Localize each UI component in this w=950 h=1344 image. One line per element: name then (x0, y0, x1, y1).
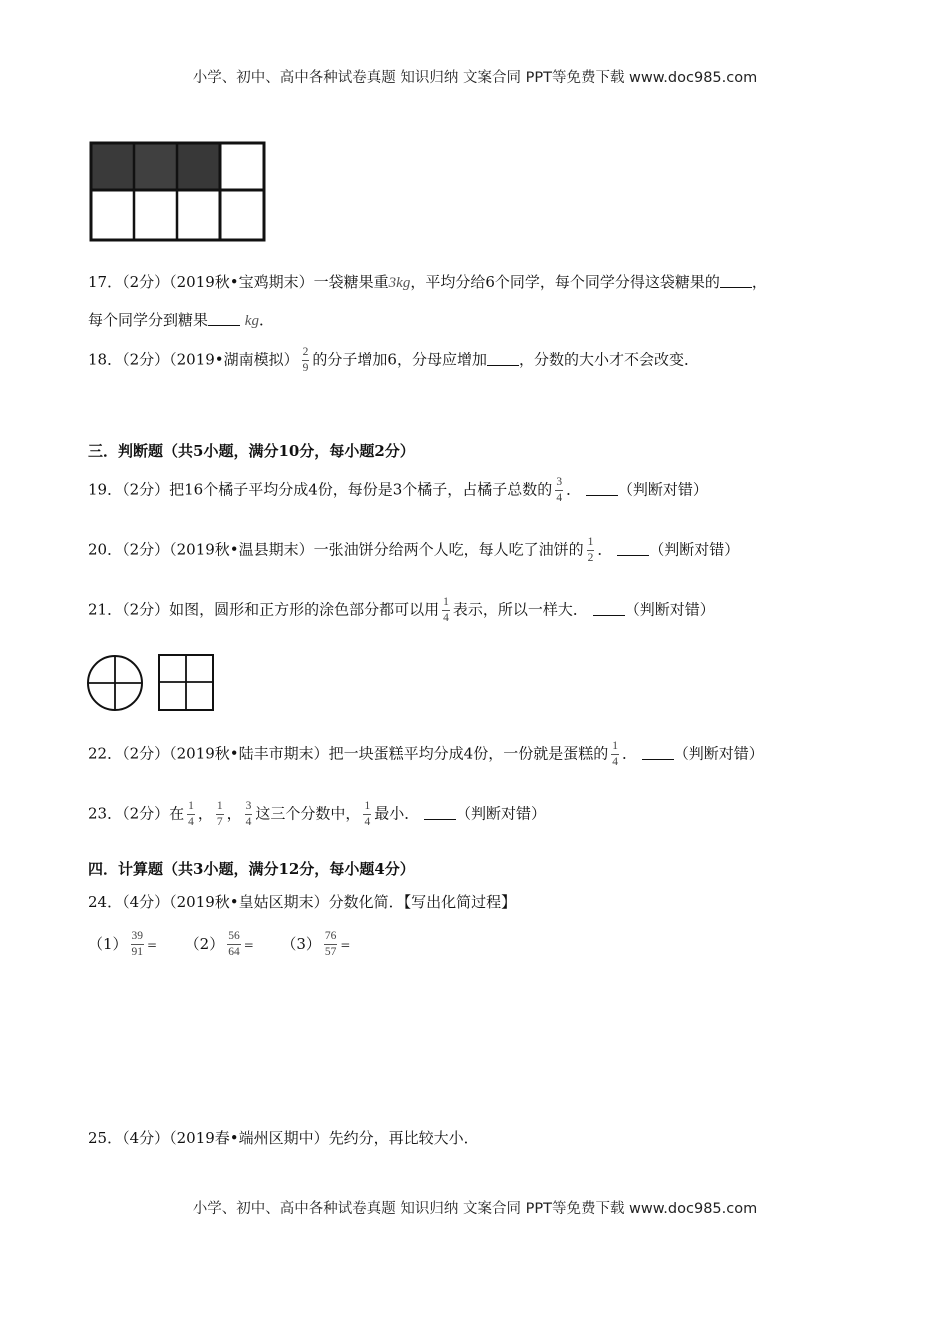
grid-cell-shaded-1 (91, 143, 134, 190)
fraction: $\frac{2}{9}$ (302, 346, 309, 374)
section-3-heading: 三．判断题（共5小题，满分10分，每小题2分） (88, 442, 415, 460)
question-24: 24．（4分）（2019秋•皇姑区期末）分数化简．【写出化简过程】 (88, 893, 517, 911)
page-footer: 小学、初中、高中各种试卷真题 知识归纳 文案合同 PPT等免费下载 www.doc985.com (192, 1201, 758, 1217)
answer-blank[interactable] (617, 541, 649, 556)
square-quartered (159, 655, 213, 710)
question-21: 21．（2分）如图，圆形和正方形的涂色部分都可以用 $\frac{1}{4}$ 表示，所以一样大． （判断对错） (88, 596, 715, 624)
fraction: $\frac{1}{2}$ (587, 536, 594, 564)
fraction: $\frac{1}{4}$ (364, 800, 371, 828)
question-18: 18．（2分）（2019•湖南模拟） $\frac{2}{9}$ 的分子增加6，分母应增加 ，分数的大小才不会改变． (88, 346, 699, 374)
fraction: $\frac{1}{4}$ (188, 800, 194, 828)
grid-cell-shaded-2 (134, 143, 177, 190)
grid-cell-shaded-3 (177, 143, 220, 190)
question-17: 17．（2分）（2019秋•宝鸡期末）一袋糖果重3kg，平均分给6个同学，每个同学分得这袋糖果的 ， (88, 273, 767, 291)
fraction: $\frac{1}{4}$ (443, 596, 449, 624)
answer-blank[interactable] (424, 805, 456, 820)
question-17-line2: 每个同学分到糖果 kg． (88, 311, 274, 329)
fraction: $\frac{3}{4}$ (245, 800, 252, 828)
section-4-heading: 四．计算题（共3小题，满分12分，每小题4分） (88, 860, 415, 878)
fraction: $\frac{39}{91}$ (131, 930, 144, 958)
question-19: 19．（2分）把16个橘子平均分成4份，每份是3个橘子，占橘子总数的 $\frac{3}{4}$ ． （判断对错） (88, 476, 708, 504)
circle-quartered (88, 656, 142, 710)
answer-blank[interactable] (208, 311, 240, 326)
question-25: 25．（4分）（2019春•端州区期中）先约分，再比较大小． (88, 1129, 479, 1147)
question-20: 20．（2分）（2019秋•温县期末）一张油饼分给两个人吃，每人吃了油饼的 $\frac{1}{2}$ ． （判断对错） (88, 536, 740, 564)
item-3: （3） $\frac{76}{57}$ = (281, 930, 351, 958)
circle-square-figure (86, 652, 218, 714)
question-24-items (88, 930, 350, 959)
item-2: （2） $\frac{56}{64}$ = (184, 930, 254, 958)
fraction: $\frac{3}{4}$ (556, 476, 563, 504)
answer-blank[interactable] (593, 601, 625, 616)
answer-blank[interactable] (487, 351, 519, 366)
page-header: 小学、初中、高中各种试卷真题 知识归纳 文案合同 PPT等免费下载 www.doc985.com (192, 70, 758, 86)
answer-blank[interactable] (720, 273, 752, 288)
fraction: $\frac{56}{64}$ (228, 930, 240, 958)
question-22: 22．（2分）（2019秋•陆丰市期末）把一块蛋糕平均分成4份，一份就是蛋糕的 $\frac{1}{4}$ ． （判断对错） (88, 740, 764, 768)
fraction: $\frac{1}{7}$ (216, 800, 223, 828)
answer-blank[interactable] (642, 745, 674, 760)
fraction-grid-figure (88, 140, 268, 244)
answer-blank[interactable] (586, 481, 618, 496)
fraction: $\frac{1}{4}$ (612, 740, 618, 768)
fraction: $\frac{76}{57}$ (324, 930, 337, 958)
question-23: 23．（2分）在 $\frac{1}{4}$ ， $\frac{1}{7}$ ， $\frac{3}{4}$ 这三个分数中， $\frac{1}{4}$ 最小． （判断对错） (88, 800, 546, 828)
item-1: （1） $\frac{39}{91}$ = (88, 930, 158, 958)
